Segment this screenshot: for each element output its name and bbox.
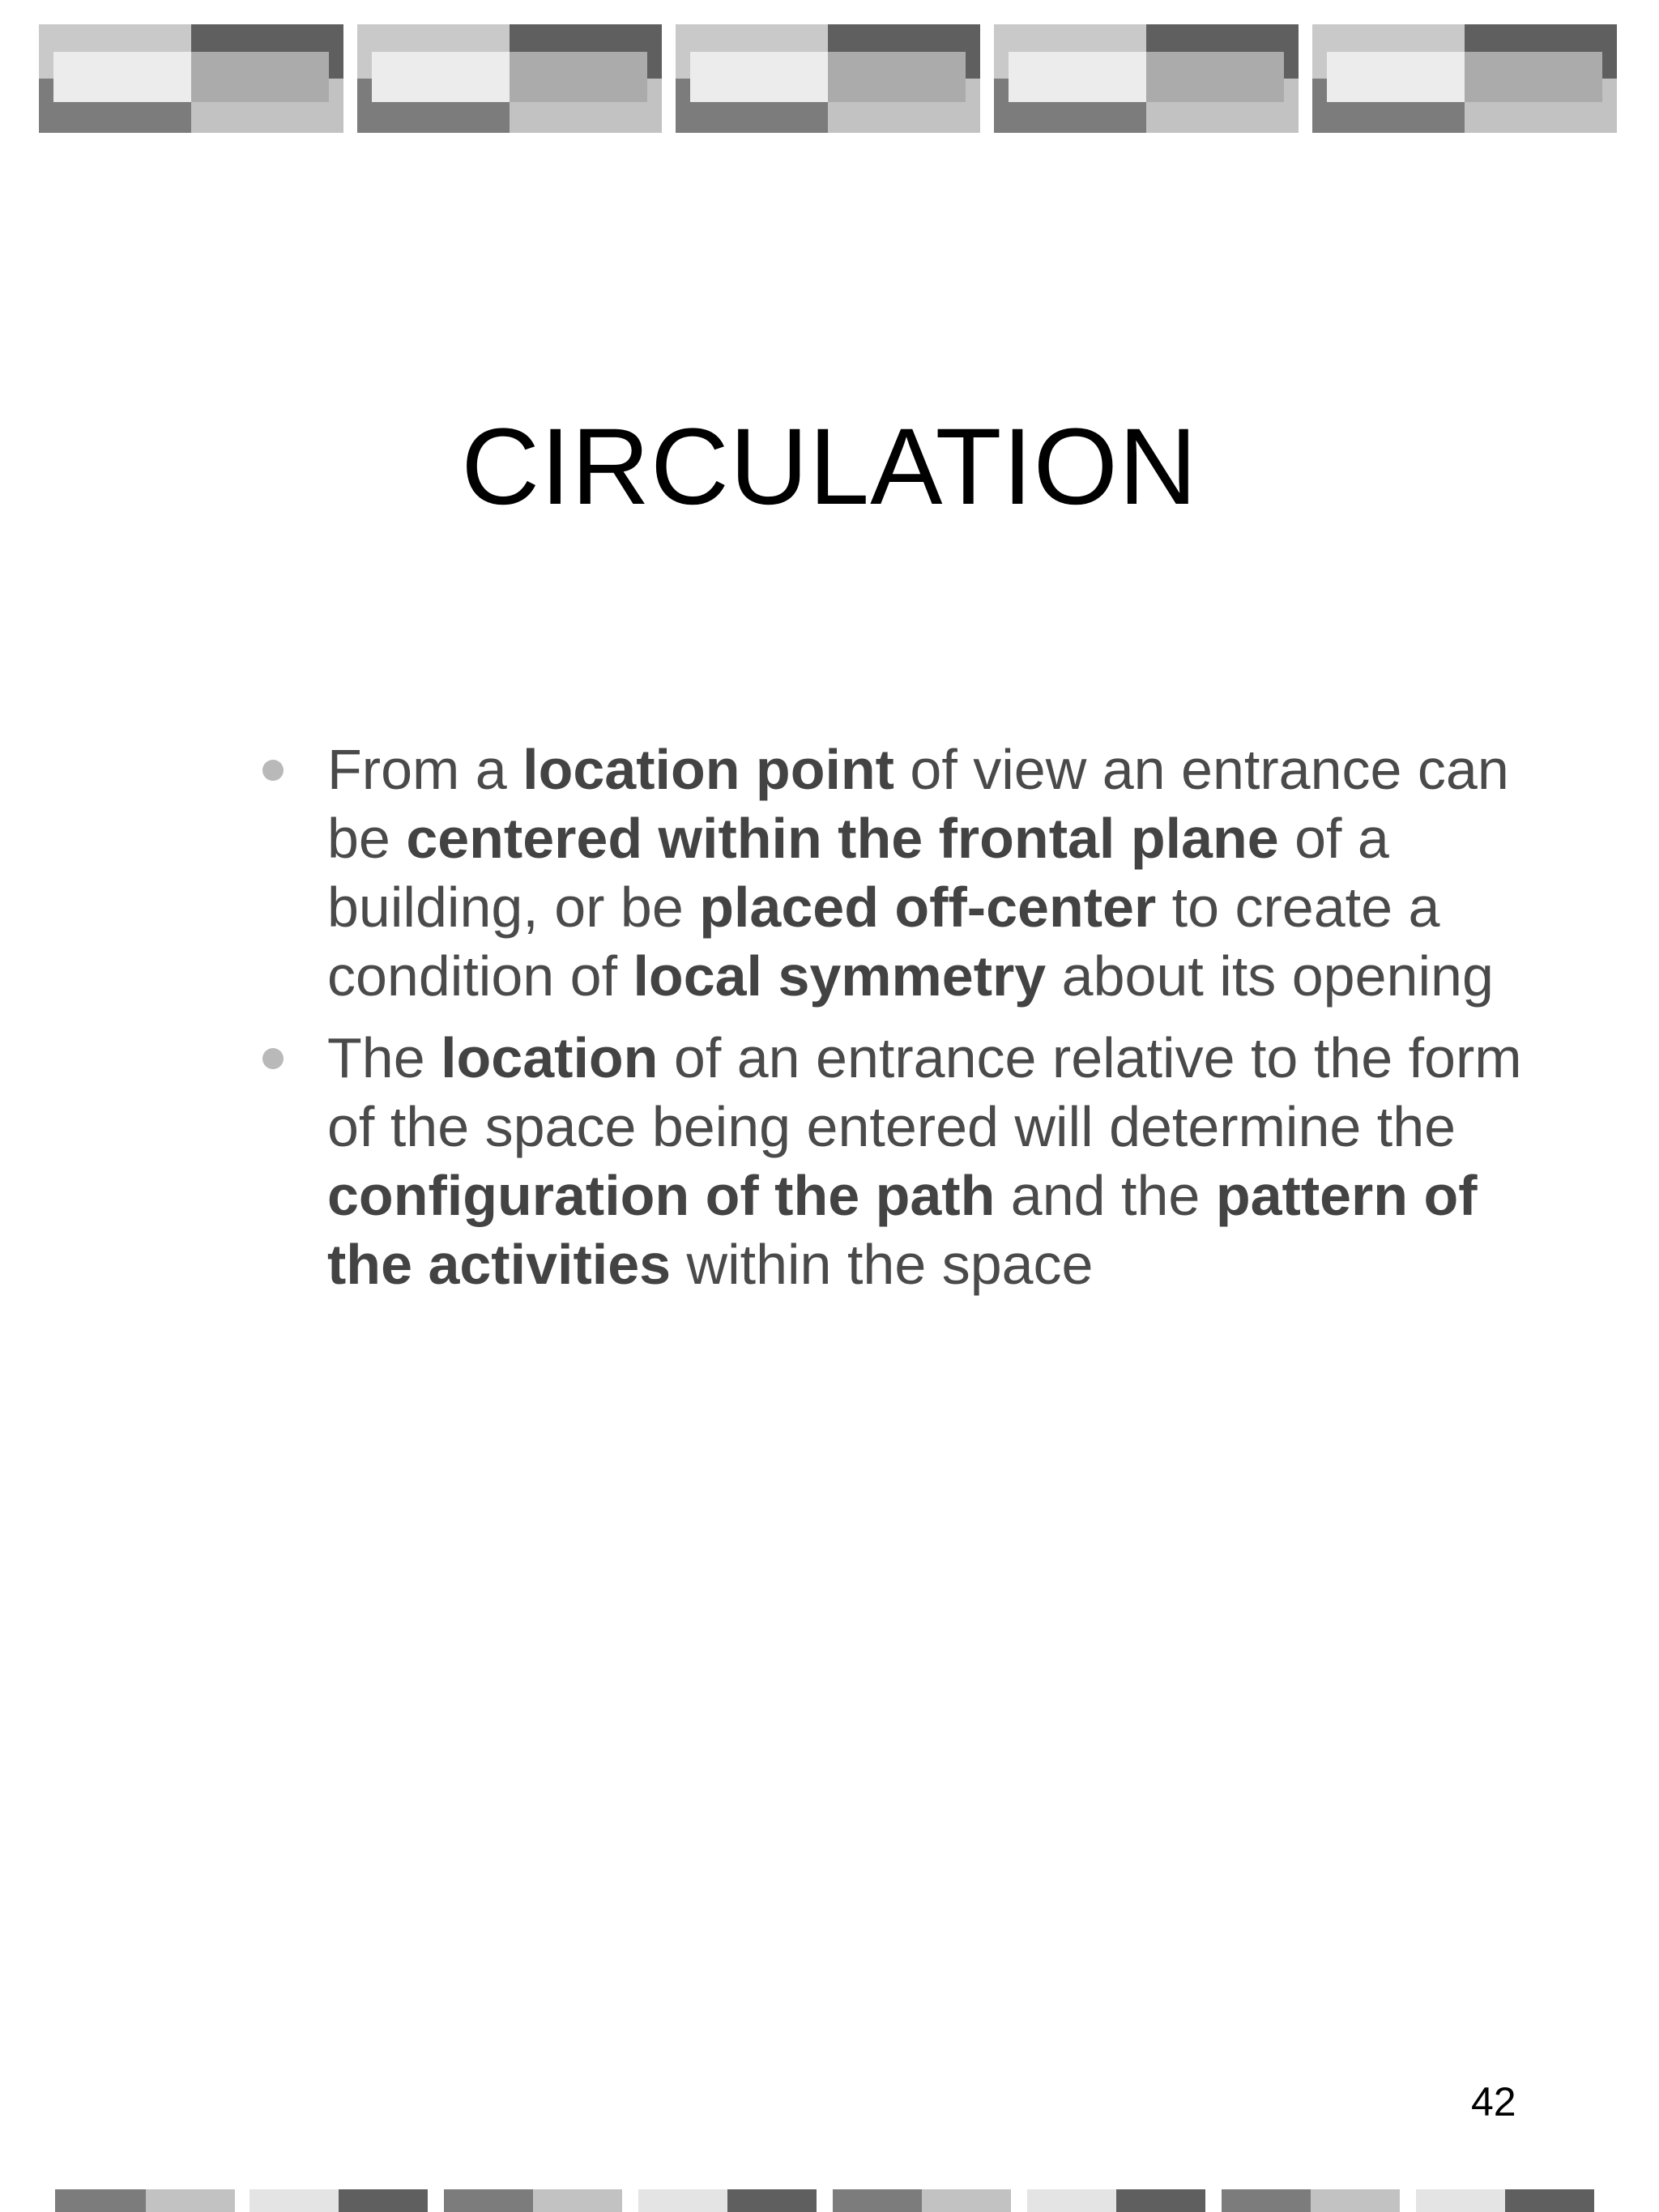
bullet-segment: of view an entrance can be: [327, 738, 1509, 870]
banner-tile: [39, 24, 343, 133]
bullet-segment-bold: pattern of the activities: [327, 1164, 1478, 1296]
bullet-segment: and the: [995, 1164, 1216, 1227]
bullet-segment: about its opening: [1046, 944, 1494, 1008]
bullet-segment: of a building, or be: [327, 807, 1389, 939]
bullet-segment-bold: centered within the frontal plane: [406, 807, 1279, 870]
bullet-segment-bold: placed off-center: [699, 876, 1157, 939]
bullet-segment-bold: location: [441, 1026, 659, 1089]
bullet-text: [327, 738, 1509, 1008]
page-number: 42: [1471, 2079, 1516, 2125]
banner-tile: [357, 24, 662, 133]
banner-tile: [676, 24, 980, 133]
slide-title: CIRCULATION: [461, 407, 1198, 527]
bottom-decorative-strip: [55, 2189, 1620, 2212]
bullet-dot-icon: [262, 1048, 284, 1069]
bullet-segment: to create a condition of: [327, 876, 1440, 1008]
bullet-segment: The: [327, 1026, 441, 1089]
bullet-item: [258, 1024, 1570, 1299]
banner-tile: [1312, 24, 1617, 133]
bullet-segment: From a: [327, 738, 523, 801]
bullet-segment: within the space: [671, 1233, 1094, 1296]
bullet-text: [327, 1026, 1522, 1296]
bullet-segment-bold: configuration of the path: [327, 1164, 996, 1227]
bullet-segment: of an entrance relative to the form of the space being entered will determine the: [327, 1026, 1522, 1158]
bullet-list: [258, 735, 1570, 1312]
bullet-dot-icon: [262, 760, 284, 781]
banner-tile: [994, 24, 1299, 133]
bullet-segment-bold: local symmetry: [633, 944, 1047, 1008]
bullet-segment-bold: location point: [522, 738, 894, 801]
top-decorative-banner: [39, 24, 1618, 133]
bullet-item: [258, 735, 1570, 1011]
